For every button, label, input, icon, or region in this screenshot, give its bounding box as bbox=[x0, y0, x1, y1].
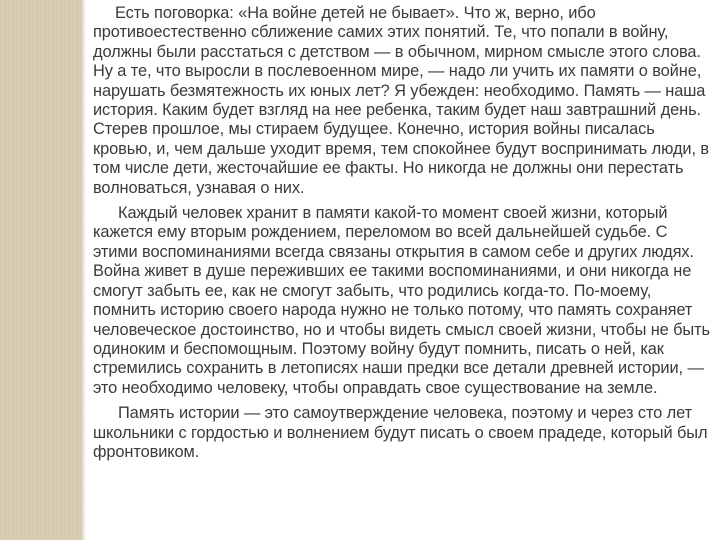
essay-text bbox=[93, 4, 711, 462]
paragraph-2: Каждый человек хранит в памяти какой-то момент своей жизни, который кажется ему вторым рождением, переломом во всей дальнейшей судьбе. С этими воспоминаниями всегда связаны открытия в самом себе и других людях. Война живет в душе переживших ее такими воспоминаниями, и они никогда не смогут забыть ее, как не смогут забыть, что родились когда-то. По-моему, помнить историю своего народа нужно не только потому, что память сохраняет человеческое достоинство, но и чтобы видеть смысл своей жизни, чтобы не быть одиноким и беспомощным. Поэтому войну будут помнить, писать о ней, как стремились сохранить в летописях наши предки все детали древней истории, — это необходимо человеку, чтобы оправдать свое существование на земле. bbox=[93, 204, 710, 397]
paragraph-1: Есть поговорка: «На войне детей не бывает». Что ж, верно, ибо противоестественно сближение самих этих понятий. Те, что попали в войну, должны были расстаться с детством — в обычном, мирном смысле этого слова. Ну а те, что выросли в послевоенном мире, — надо ли учить их памяти о войне, нарушать безмятежность их юных лет? Я убежден: необходимо. Память — наша история. Каким будет взгляд на нее ребенка, таким будет наш завтрашний день. Стерев прошлое, мы стираем будущее. Конечно, история войны писалась кровью, и, чем дальше уходит время, тем спокойнее будут воспринимать люди, в том числе дети, жесточайшие ее факты. Но никогда не должны они перестать волноваться, узнавая о них. bbox=[93, 4, 709, 197]
decorative-sidebar bbox=[0, 0, 82, 540]
paragraph-3: Память истории — это самоутверждение человека, поэтому и через сто лет школьники с гордостью и волнением будут писать о своем прадеде, который был фронтовиком. bbox=[93, 404, 708, 461]
